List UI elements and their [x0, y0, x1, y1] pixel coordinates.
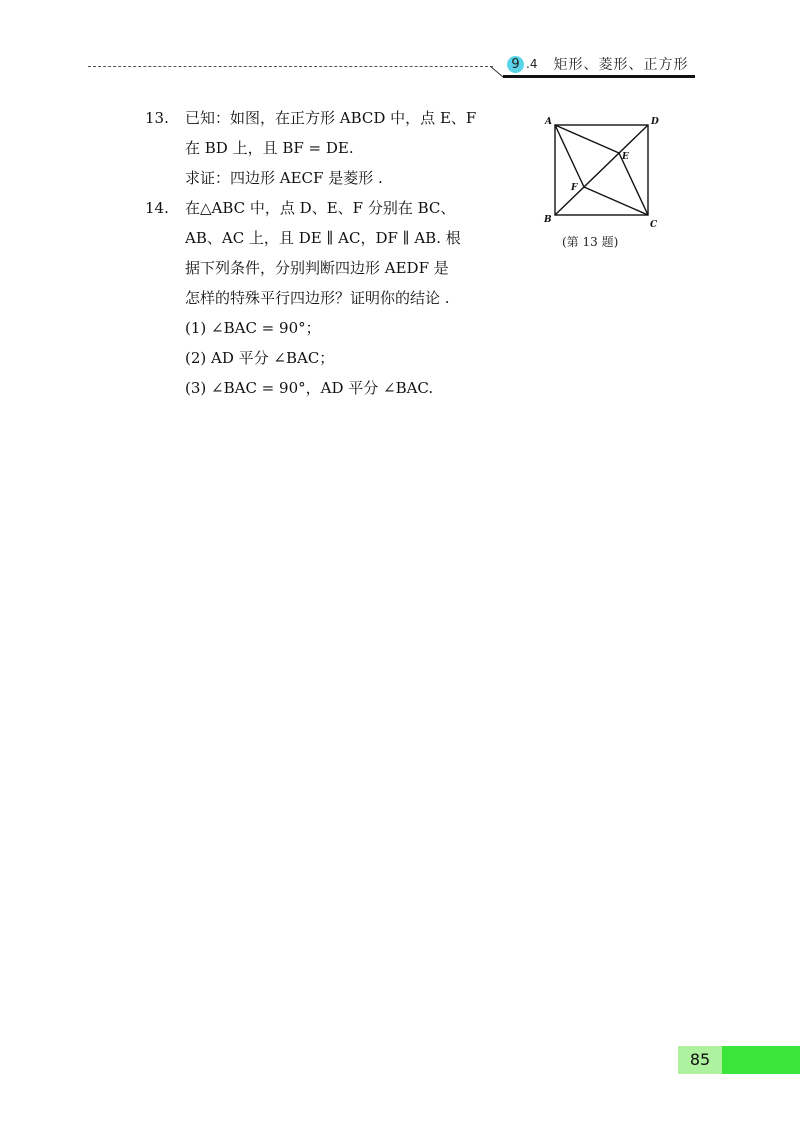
- label-c: C: [650, 220, 658, 230]
- label-e: E: [622, 152, 629, 162]
- segment-fc: [584, 187, 648, 215]
- header-slant-mark: [490, 66, 504, 78]
- problem-14-sub-1: (1) ∠BAC = 90°；: [185, 319, 321, 337]
- label-d: D: [651, 117, 659, 127]
- label-f: F: [571, 183, 578, 193]
- label-b: B: [544, 215, 552, 225]
- chapter-title: 矩形、菱形、正方形: [553, 57, 689, 73]
- label-a: A: [545, 117, 552, 127]
- figure-caption: (第 13 题): [562, 235, 619, 249]
- section-header: [507, 53, 688, 75]
- section-number-suffix: .4: [526, 57, 538, 71]
- problem-14-sub-3: (3) ∠BAC = 90°，AD 平分 ∠BAC.: [185, 379, 434, 397]
- problem-13-text-1: 已知：如图，在正方形 ABCD 中，点 E、F: [185, 109, 477, 127]
- exercise-content: [145, 103, 525, 403]
- problem-14-number: 14.: [145, 199, 169, 217]
- header-dashed-rule: [88, 66, 493, 67]
- problem-13-line-2: 在 BD 上，且 BF = DE.: [185, 139, 354, 157]
- problem-14-text-1: 在△ABC 中，点 D、E、F 分别在 BC、: [185, 199, 456, 217]
- diagonal-bd: [555, 125, 648, 215]
- problem-14-sub-2: (2) AD 平分 ∠BAC；: [185, 349, 335, 367]
- header-solid-rule: [503, 75, 695, 78]
- problem-14-line-3: 据下列条件，分别判断四边形 AEDF 是: [185, 259, 449, 277]
- square-abcd-figure: [540, 112, 665, 242]
- problem-14-line-2: AB、AC 上，且 DE ∥ AC，DF ∥ AB. 根: [185, 229, 461, 247]
- problem-13-number: 13.: [145, 109, 169, 127]
- page-number: 85: [678, 1046, 722, 1074]
- section-number-badge: 9: [507, 56, 524, 73]
- segment-af: [555, 125, 584, 187]
- problem-13-line-1: [145, 103, 525, 133]
- segment-ae: [555, 125, 619, 153]
- problem-14-line-4: 怎样的特殊平行四边形？证明你的结论 .: [185, 289, 450, 307]
- segment-ec: [619, 153, 648, 215]
- problem-13-line-3: 求证：四边形 AECF 是菱形 .: [185, 169, 383, 187]
- problem-14-line-1: [145, 193, 525, 223]
